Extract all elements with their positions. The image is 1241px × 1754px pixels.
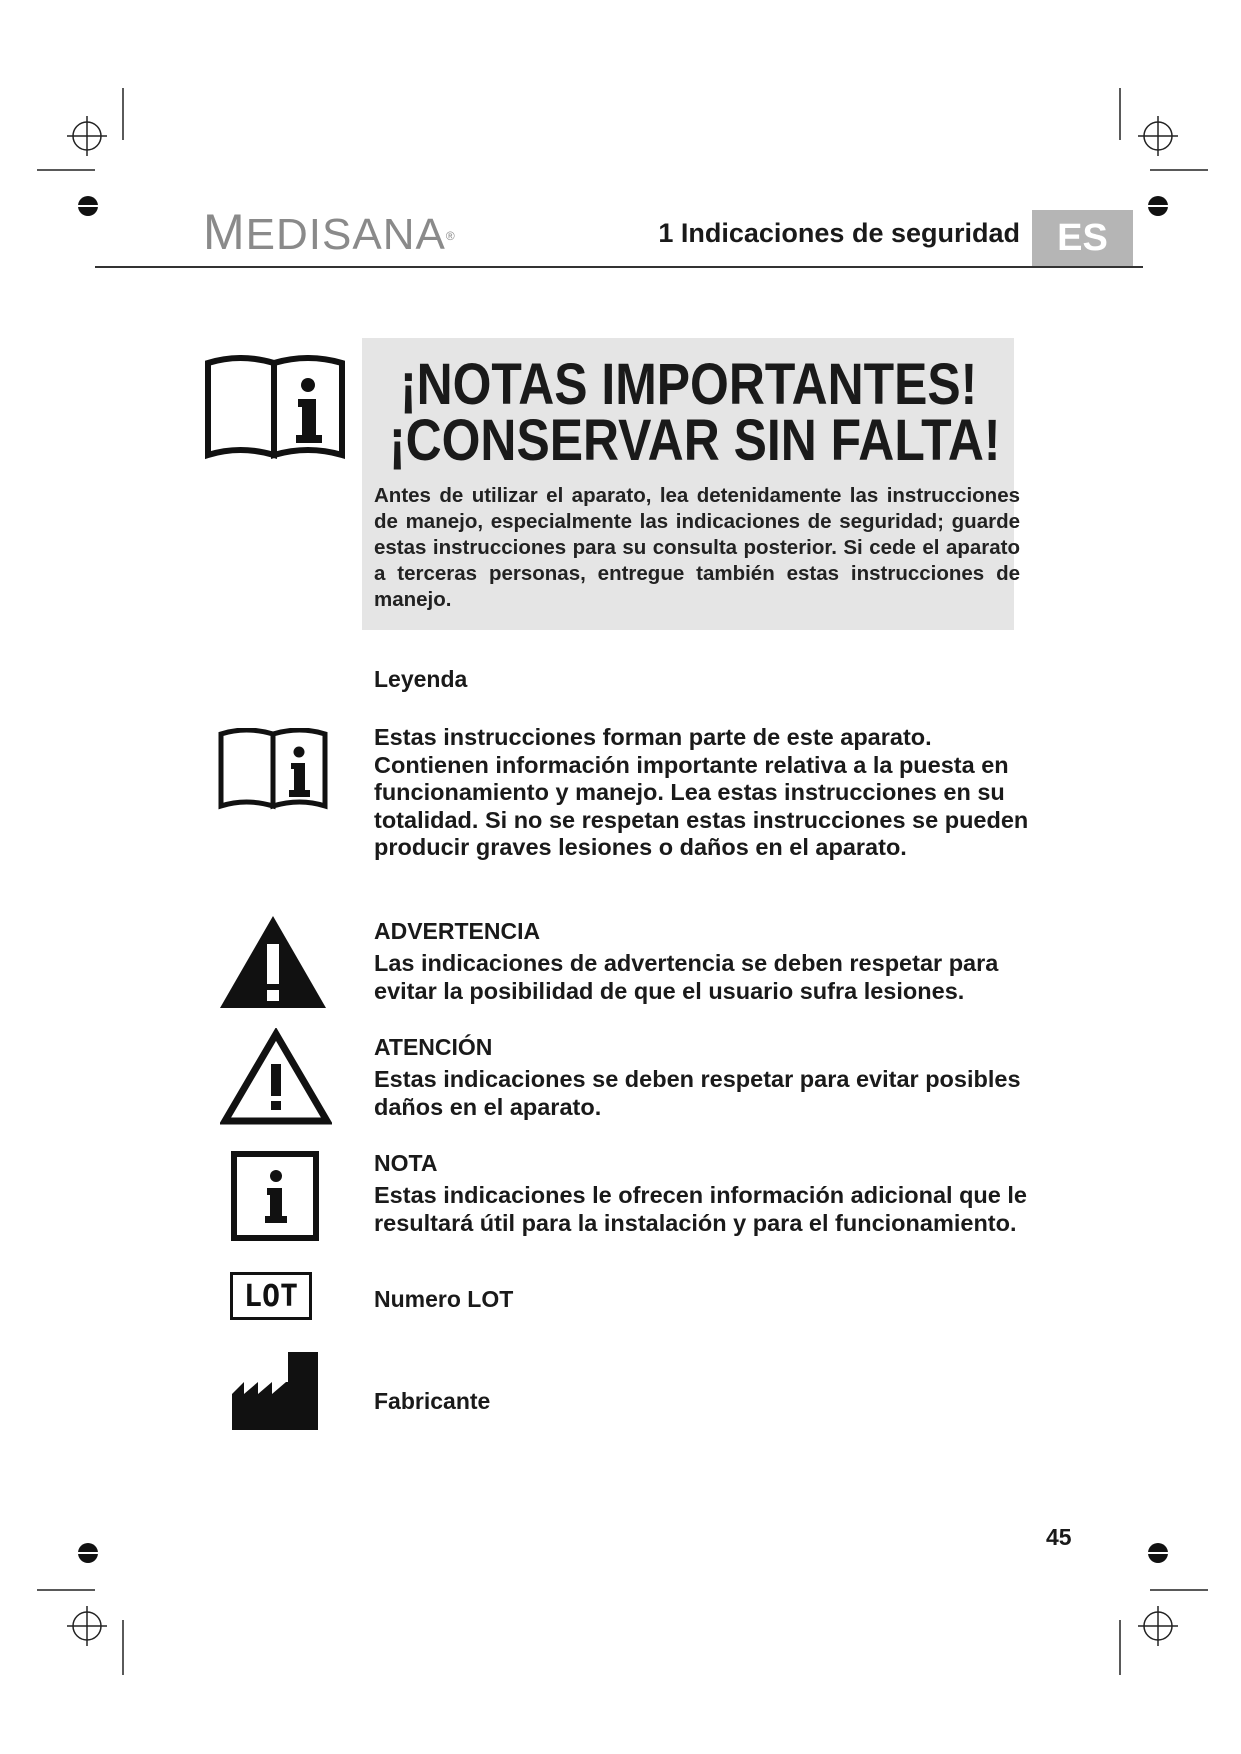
language-badge: ES	[1032, 210, 1133, 266]
legend-item-text: Las indicaciones de advertencia se deben respetar para evitar la posibilidad de que el usuario sufra lesiones.	[374, 950, 999, 1004]
legend-item-title: Numero LOT	[374, 1286, 514, 1312]
notice-title-line2: ¡CONSERVAR SIN FALTA!	[389, 408, 1001, 473]
notice-text: Antes de utilizar el aparato, lea detenidamente las instrucciones de manejo, especialmente las indicaciones de seguridad; guarde estas instrucciones para su consulta posterior. Si cede el aparato a terceras personas, entregue también estas instrucciones de manejo.	[374, 484, 1020, 611]
legend-item-title: ATENCIÓN	[374, 1034, 493, 1060]
section-title: 1 Indicaciones de seguridad	[658, 218, 1020, 248]
manual-info-icon	[204, 355, 346, 463]
caution-outline-triangle-icon	[220, 1028, 332, 1126]
legend-item-text: Estas indicaciones se deben respetar para evitar posibles daños en el aparato.	[374, 1066, 1021, 1120]
manufacturer-icon	[232, 1352, 318, 1430]
legend-heading: Leyenda	[374, 666, 468, 692]
legend-item-title: Fabricante	[374, 1388, 491, 1414]
notice-title-line1: ¡NOTAS IMPORTANTES!	[400, 352, 978, 417]
legend-item-title: NOTA	[374, 1150, 438, 1176]
brand-initial: M	[203, 204, 246, 260]
legend-item-title: ADVERTENCIA	[374, 918, 541, 944]
brand-registered-mark: ®	[445, 229, 456, 243]
lot-icon-label: LOT	[243, 1278, 299, 1314]
warning-filled-triangle-icon	[218, 914, 328, 1010]
lot-icon	[230, 1272, 312, 1320]
legend-item-text: Estas indicaciones le ofrecen información adicional que le resultará útil para la instalación y para el funcionamiento.	[374, 1182, 1027, 1236]
header-divider	[95, 266, 1143, 268]
info-square-icon	[230, 1150, 320, 1242]
brand-logo	[203, 204, 456, 260]
brand-rest: EDISANA	[245, 210, 446, 259]
legend-item-text: Estas instrucciones forman parte de este aparato. Contienen información importante relativa a la puesta en funcionamiento y manejo. Lea estas instrucciones en su totalidad. Si no se respetan estas instrucciones se pueden producir graves lesiones o daños en el aparato.	[374, 724, 1029, 860]
manual-info-icon	[218, 728, 328, 812]
page-number: 45	[1046, 1524, 1072, 1550]
